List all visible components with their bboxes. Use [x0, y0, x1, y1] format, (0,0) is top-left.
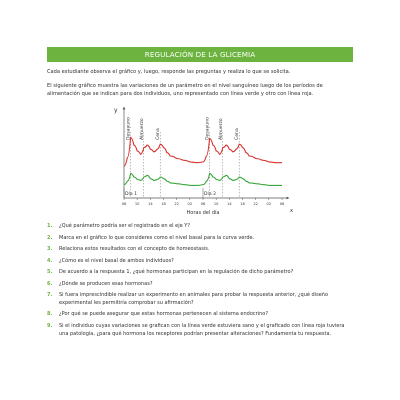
question-number: 5. — [47, 269, 53, 275]
question-number: 2. — [47, 234, 53, 241]
question-text: ¿Por qué se puede asegurar que estas hormonas pertenecen al sistema endocrino? — [59, 311, 268, 318]
question-number: 7. — [47, 292, 53, 298]
x-tick-label: 02 — [187, 202, 193, 206]
x-tick-label: 22 — [174, 202, 179, 206]
x-tick-label: 02 — [266, 202, 272, 206]
x-tick-label: 10 — [213, 202, 219, 206]
question-item — [47, 311, 353, 319]
intro-text: Cada estudiante observa el gráfico y, luego, responde las preguntas y realiza lo que se solicita. — [47, 69, 291, 75]
question-item — [47, 323, 353, 339]
question-text: Si el individuo cuyas variaciones se grafican con la línea verde estuviera sano y el graficado con línea roja tuviera una patología, ¿para qué hormona los receptores podrían presentar alteraciones? Fundamenta tu respuesta. — [59, 322, 345, 337]
question-number: 3. — [47, 246, 53, 252]
meal-label: Almuerzo — [218, 118, 224, 140]
question-text: Relaciona estos resultados con el concepto de homeostasis. — [59, 246, 210, 252]
x-tick-label: 10 — [134, 202, 140, 206]
question-text: ¿Dónde se producen esas hormonas? — [59, 280, 153, 287]
page-title: REGULACIÓN DE LA GLICEMIA — [47, 47, 353, 62]
question-number: 8. — [47, 311, 53, 318]
question-text: ¿Qué parámetro podría ser el registrado en el eje Y? — [59, 223, 190, 229]
questions-list — [47, 223, 353, 342]
y-axis-label: y — [114, 107, 118, 114]
x-tick-label: 14 — [227, 202, 232, 206]
question-item — [47, 292, 353, 308]
x-axis-letter: x — [290, 208, 293, 214]
meal-label: Cena — [235, 128, 241, 140]
question-text: Si fuera imprescindible realizar un experimento en animales para probar la respuesta anterior, ¿qué diseño experimental les permitiría comprobar su afirmación? — [59, 292, 329, 306]
description-text: El siguiente gráfico muestra las variaciones de un parámetro en el nivel sanguíneo luego de los períodos de alimentación que se indican para dos individuos, uno representado con línea verde y otro con línea roja. — [47, 83, 323, 97]
x-axis-title: Horas del día — [186, 210, 220, 216]
question-number: 4. — [47, 257, 53, 264]
question-item — [47, 269, 353, 277]
question-number: 6. — [47, 280, 53, 287]
day-label: Día 2 — [204, 192, 217, 197]
meal-label: Almuerzo — [139, 118, 145, 140]
question-item — [47, 281, 353, 289]
meal-label: Desayuno — [205, 117, 211, 140]
question-item — [47, 223, 353, 231]
question-text: Marca en el gráfico lo que consideres como el nivel basal para la curva verde. — [59, 234, 255, 241]
green-series-line — [124, 174, 282, 186]
meal-label: Cena — [156, 128, 162, 140]
question-text: ¿Cómo es el nivel basal de ambos individuos? — [59, 257, 174, 264]
x-tick-label: 14 — [148, 202, 153, 206]
x-tick-label: 22 — [253, 202, 258, 206]
x-tick-label: 18 — [161, 202, 166, 206]
question-text: De acuerdo a la respuesta 1, ¿qué hormonas participan en la regulación de dicho parámetro? — [59, 269, 294, 275]
meal-label: Desayuno — [126, 117, 132, 140]
question-number: 1. — [47, 223, 53, 229]
x-tick-label: 18 — [240, 202, 245, 206]
red-series-line — [124, 138, 282, 167]
question-number: 9. — [47, 322, 53, 329]
question-item — [47, 258, 353, 266]
day-label: Día 1 — [125, 192, 138, 197]
question-item — [47, 246, 353, 254]
question-item — [47, 235, 353, 243]
x-tick-label: 06 — [121, 202, 127, 206]
x-tick-label: 06 — [200, 202, 206, 206]
x-tick-label: 06 — [279, 202, 285, 206]
glycemia-chart — [108, 104, 292, 216]
